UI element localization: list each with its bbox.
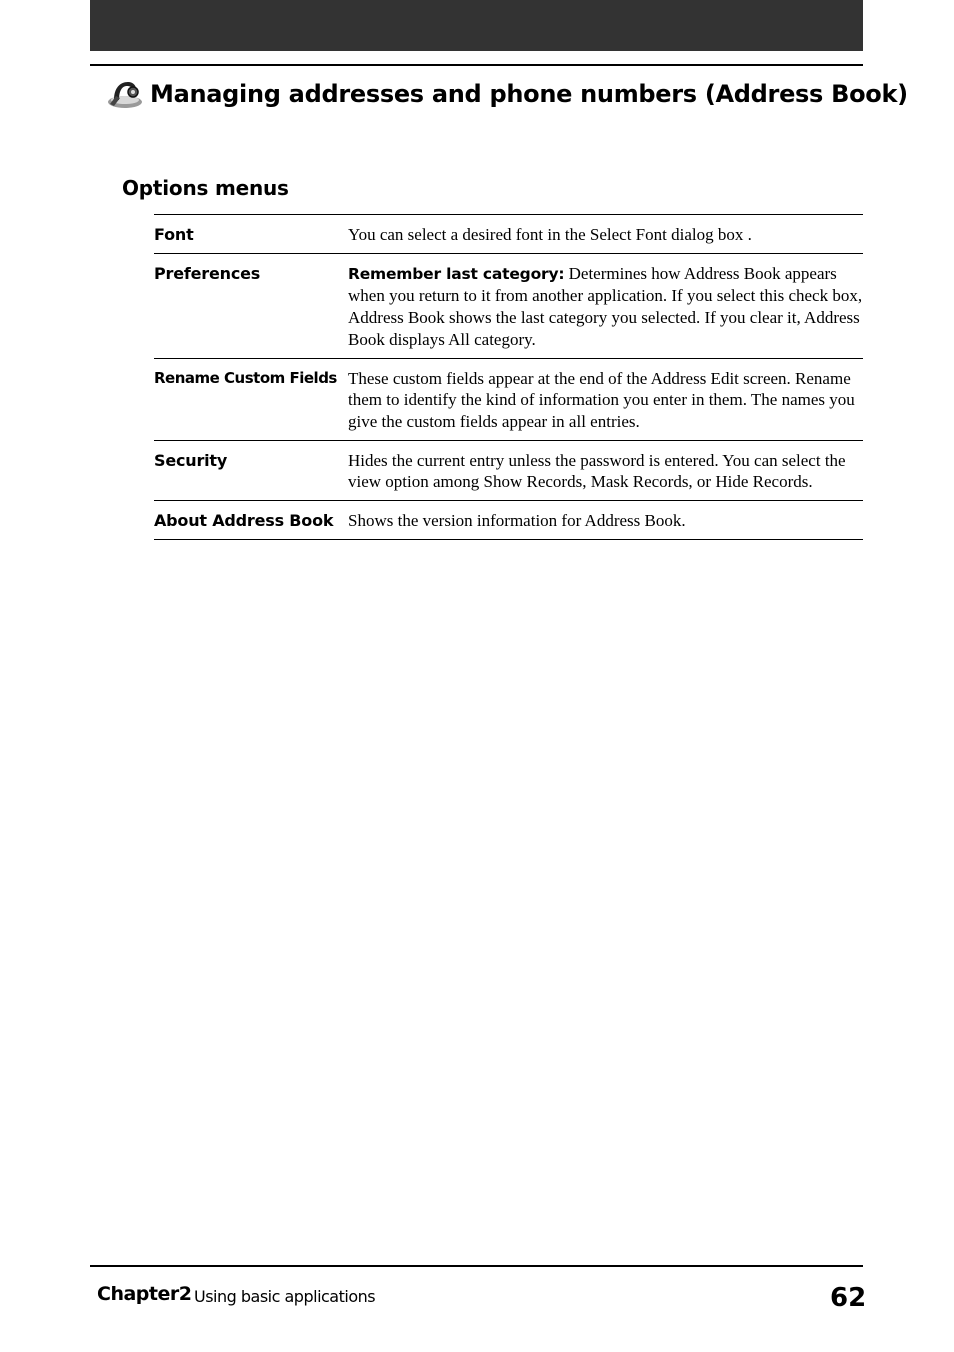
menu-description <box>348 441 863 500</box>
title-rule <box>90 64 863 66</box>
menu-description-text: Shows the version information for Address Book. <box>348 511 686 531</box>
menu-description-text: Hides the current entry unless the password is entered. You can select the view option among Show Records, Mask Records, or Hide Records. <box>348 450 846 492</box>
menu-description <box>348 215 863 253</box>
table-row <box>154 501 863 540</box>
header-bar <box>90 0 863 51</box>
table-row <box>154 215 863 254</box>
menu-term: About Address Book <box>154 511 334 531</box>
page-title-text: Managing addresses and phone numbers (Address Book) <box>150 80 908 108</box>
footer-rule <box>90 1265 863 1267</box>
menu-term: Font <box>154 225 194 244</box>
menu-description-text: You can select a desired font in the Select Font dialog box . <box>348 225 752 244</box>
address-book-icon <box>106 78 144 110</box>
options-menu-table <box>154 214 863 540</box>
page-number: 62 <box>830 1283 867 1313</box>
table-row <box>154 441 863 501</box>
section-heading: Options menus <box>122 176 289 200</box>
menu-description <box>348 359 863 440</box>
menu-description <box>348 501 863 539</box>
footer-chapter: Chapter2 <box>97 1283 192 1305</box>
table-row <box>154 359 863 441</box>
table-row <box>154 254 863 359</box>
menu-description <box>348 254 863 358</box>
page-title <box>106 74 908 114</box>
menu-description-text: Determines how Address Book appears when you return to it from another application. If you select this check box, Address Book shows the last category you selected. If you clear it, Address Book displays All category. <box>348 263 863 349</box>
menu-term: Security <box>154 450 228 470</box>
footer-subtitle: Using basic applications <box>194 1287 376 1306</box>
menu-description-text: These custom fields appear at the end of the Address Edit screen. Rename them to identify the kind of information you enter in them. The names you give the custom fields appear in all entries. <box>348 368 855 431</box>
menu-description-lead: Remember last category: <box>348 264 565 283</box>
menu-term: Rename Custom Fields <box>154 368 337 387</box>
menu-term: Preferences <box>154 263 261 283</box>
